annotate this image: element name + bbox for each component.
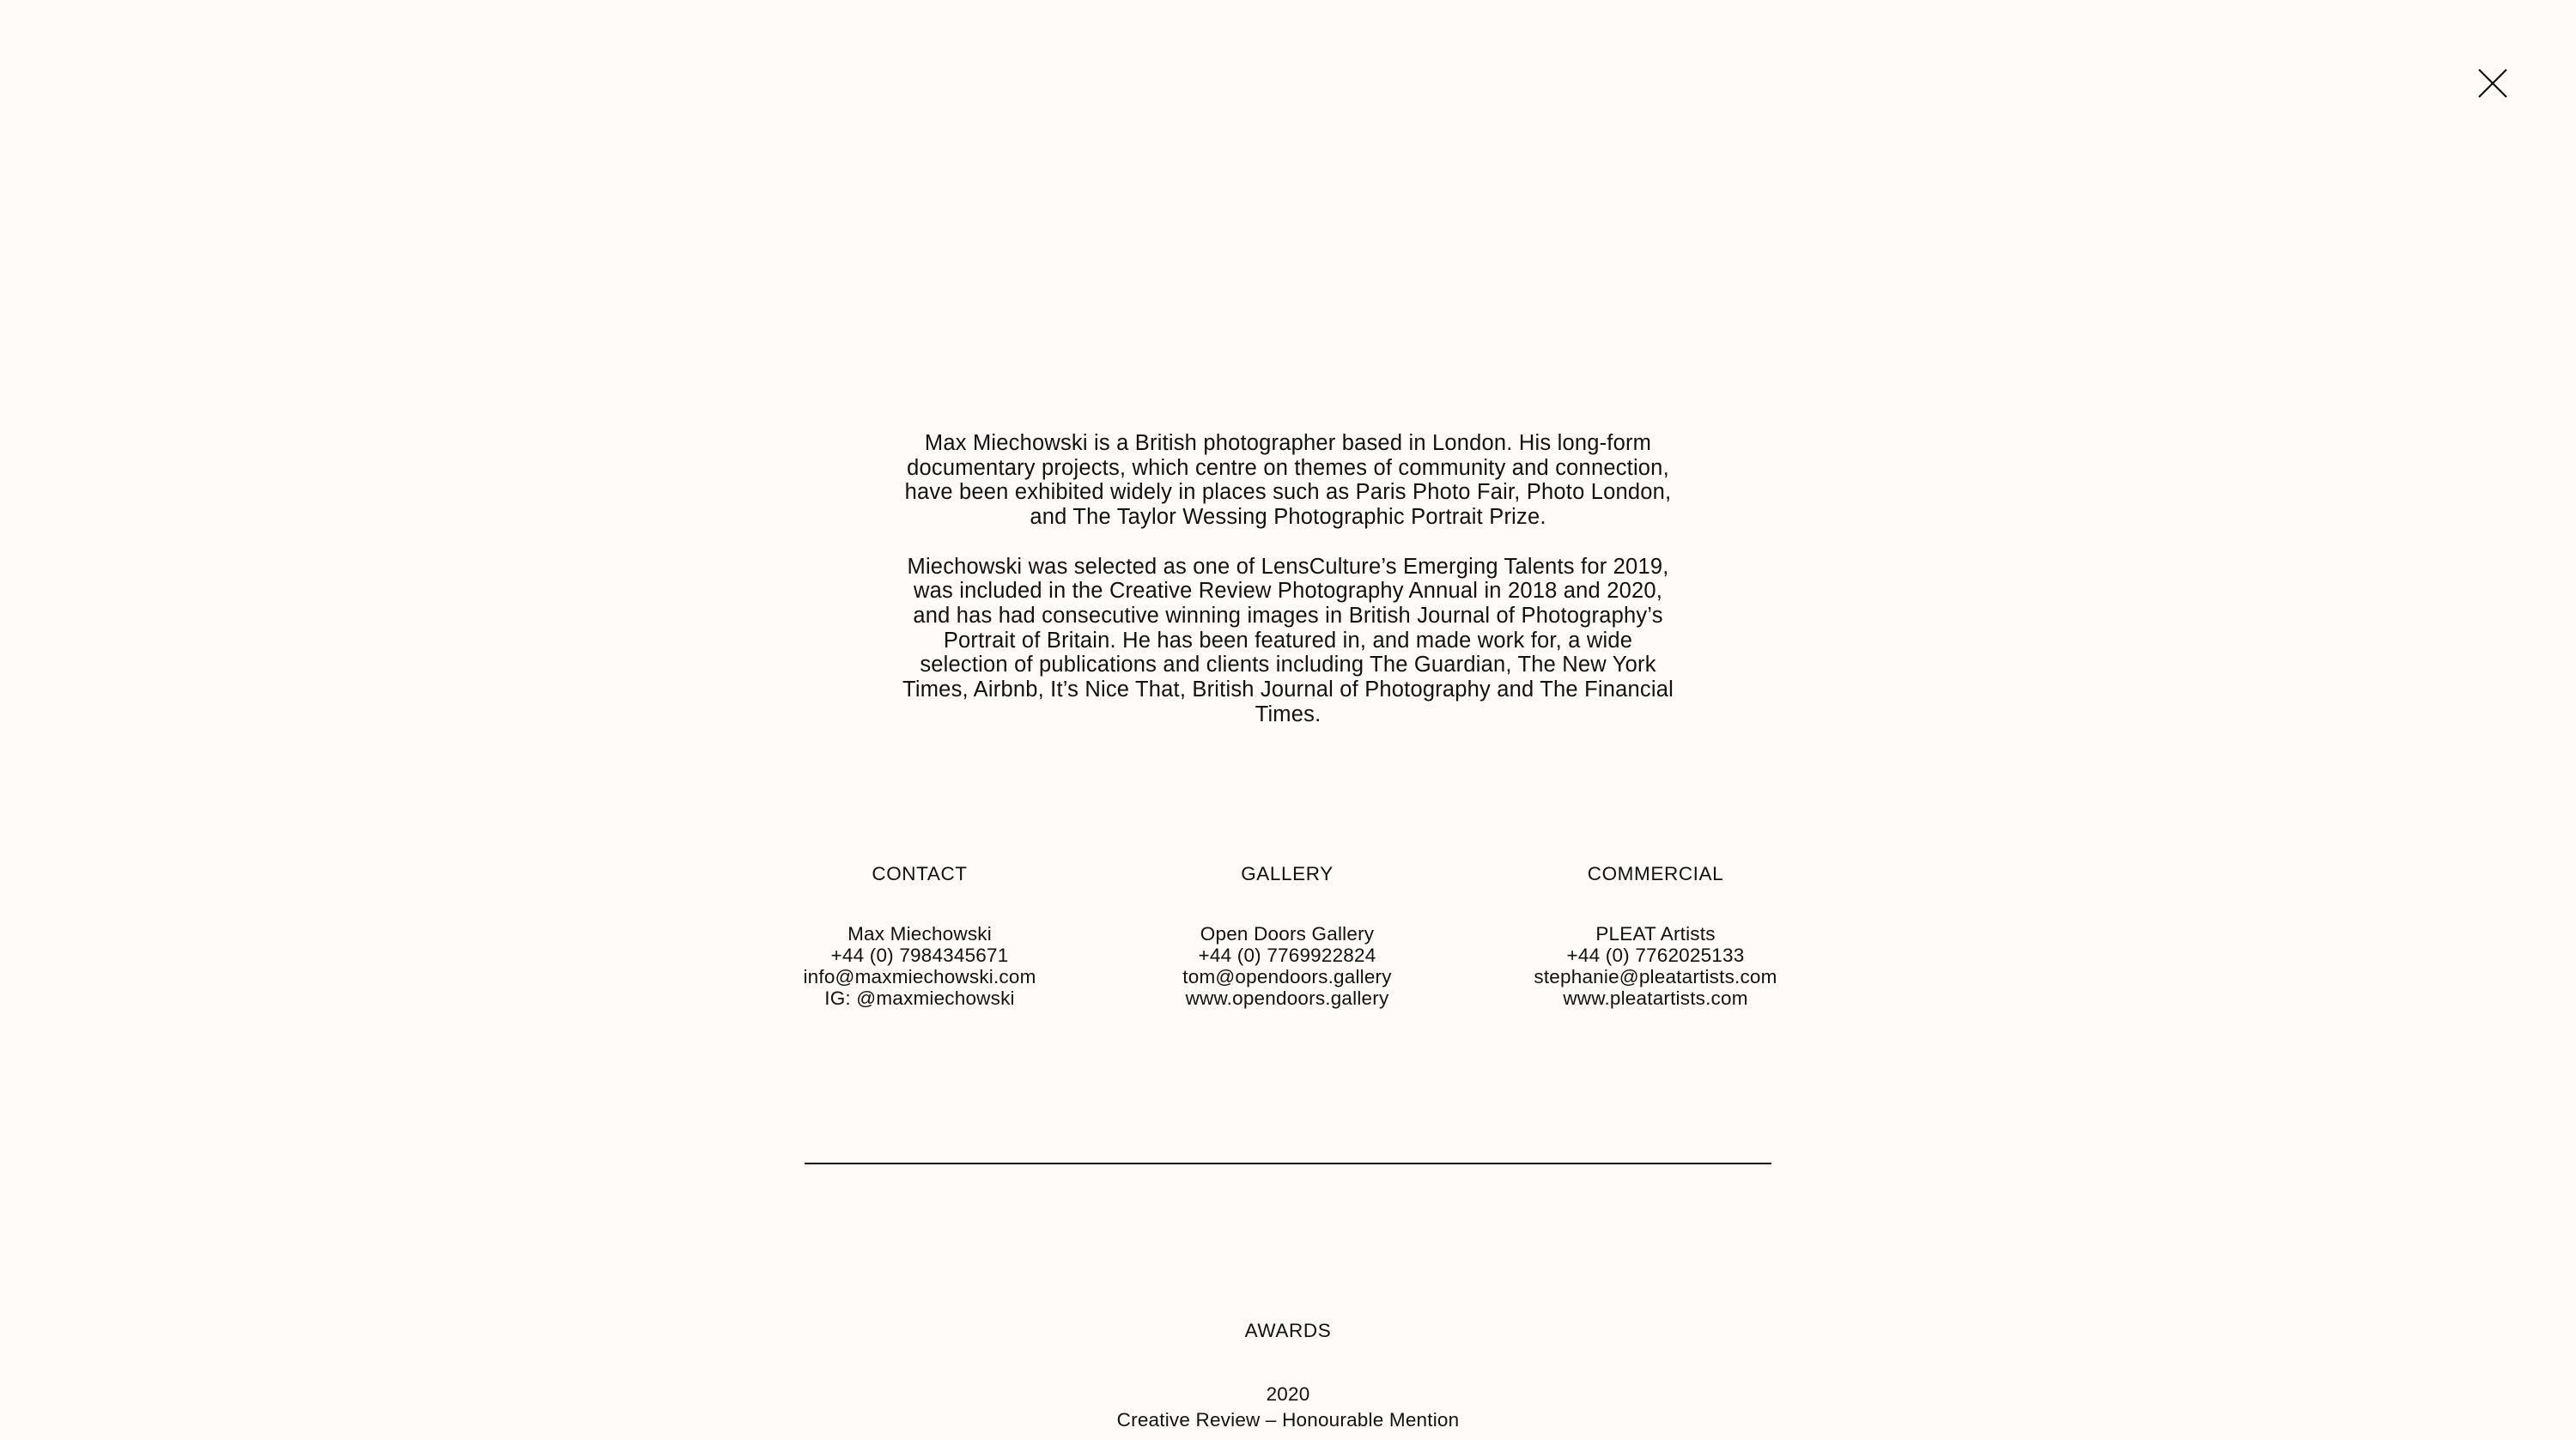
bio-line: and has had consecutive winning images in British Journal of Photography’s [913, 603, 1663, 628]
commercial-name: PLEAT Artists [1595, 923, 1716, 945]
contact-phone[interactable]: +44 (0) 7984345671 [830, 945, 1009, 966]
bio-line: have been exhibited widely in places such as Paris Photo Fair, Photo London, [904, 480, 1672, 505]
gallery-email-link[interactable]: tom@opendoors.gallery [1182, 966, 1392, 987]
gallery-column [1098, 863, 1476, 1009]
bio-paragraph-2 [863, 555, 1713, 727]
bio-line: Portrait of Britain. He has been featured in, and made work for, a wide [943, 628, 1633, 653]
bio-line: and The Taylor Wessing Photographic Portrait Prize. [1030, 505, 1546, 530]
section-divider [805, 1163, 1771, 1164]
contact-heading: CONTACT [872, 863, 968, 884]
gallery-heading: GALLERY [1241, 863, 1334, 884]
gallery-website-link[interactable]: www.opendoors.gallery [1185, 987, 1389, 1009]
bio-line: Miechowski was selected as one of LensCulture’s Emerging Talents for 2019, [907, 554, 1669, 579]
award-year: 2020 [1266, 1383, 1310, 1405]
bio-line: Times. [1255, 702, 1321, 726]
bio-line: was included in the Creative Review Photography Annual in 2018 and 2020, [913, 579, 1663, 604]
close-icon [2476, 67, 2509, 100]
gallery-name: Open Doors Gallery [1200, 923, 1375, 945]
close-button[interactable] [2476, 67, 2509, 100]
awards-section [859, 1318, 1717, 1433]
commercial-phone[interactable]: +44 (0) 7762025133 [1566, 945, 1745, 966]
contact-name: Max Miechowski [848, 923, 992, 945]
bio-text [863, 431, 1713, 726]
awards-heading: AWARDS [1244, 1320, 1332, 1341]
bio-line: Times, Airbnb, It’s Nice That, British Journal of Photography and The Financial [902, 677, 1674, 702]
contact-instagram-link[interactable]: IG: @maxmiechowski [824, 987, 1015, 1009]
bio-line: documentary projects, which centre on themes of community and connection, [907, 455, 1669, 480]
commercial-column [1467, 863, 1844, 1009]
commercial-website-link[interactable]: www.pleatartists.com [1563, 987, 1748, 1009]
contact-column [731, 863, 1109, 1009]
bio-line: Max Miechowski is a British photographer based in London. His long-form [924, 431, 1652, 455]
commercial-heading: COMMERCIAL [1587, 863, 1724, 884]
contact-columns [0, 863, 2576, 1018]
award-item: Creative Review – Honourable Mention [1116, 1409, 1460, 1431]
commercial-email-link[interactable]: stephanie@pleatartists.com [1534, 966, 1777, 987]
bio-paragraph-1 [863, 431, 1713, 530]
contact-email-link[interactable]: info@maxmiechowski.com [803, 966, 1036, 987]
bio-line: selection of publications and clients including The Guardian, The New York [920, 653, 1656, 677]
gallery-phone[interactable]: +44 (0) 7769922824 [1198, 945, 1376, 966]
